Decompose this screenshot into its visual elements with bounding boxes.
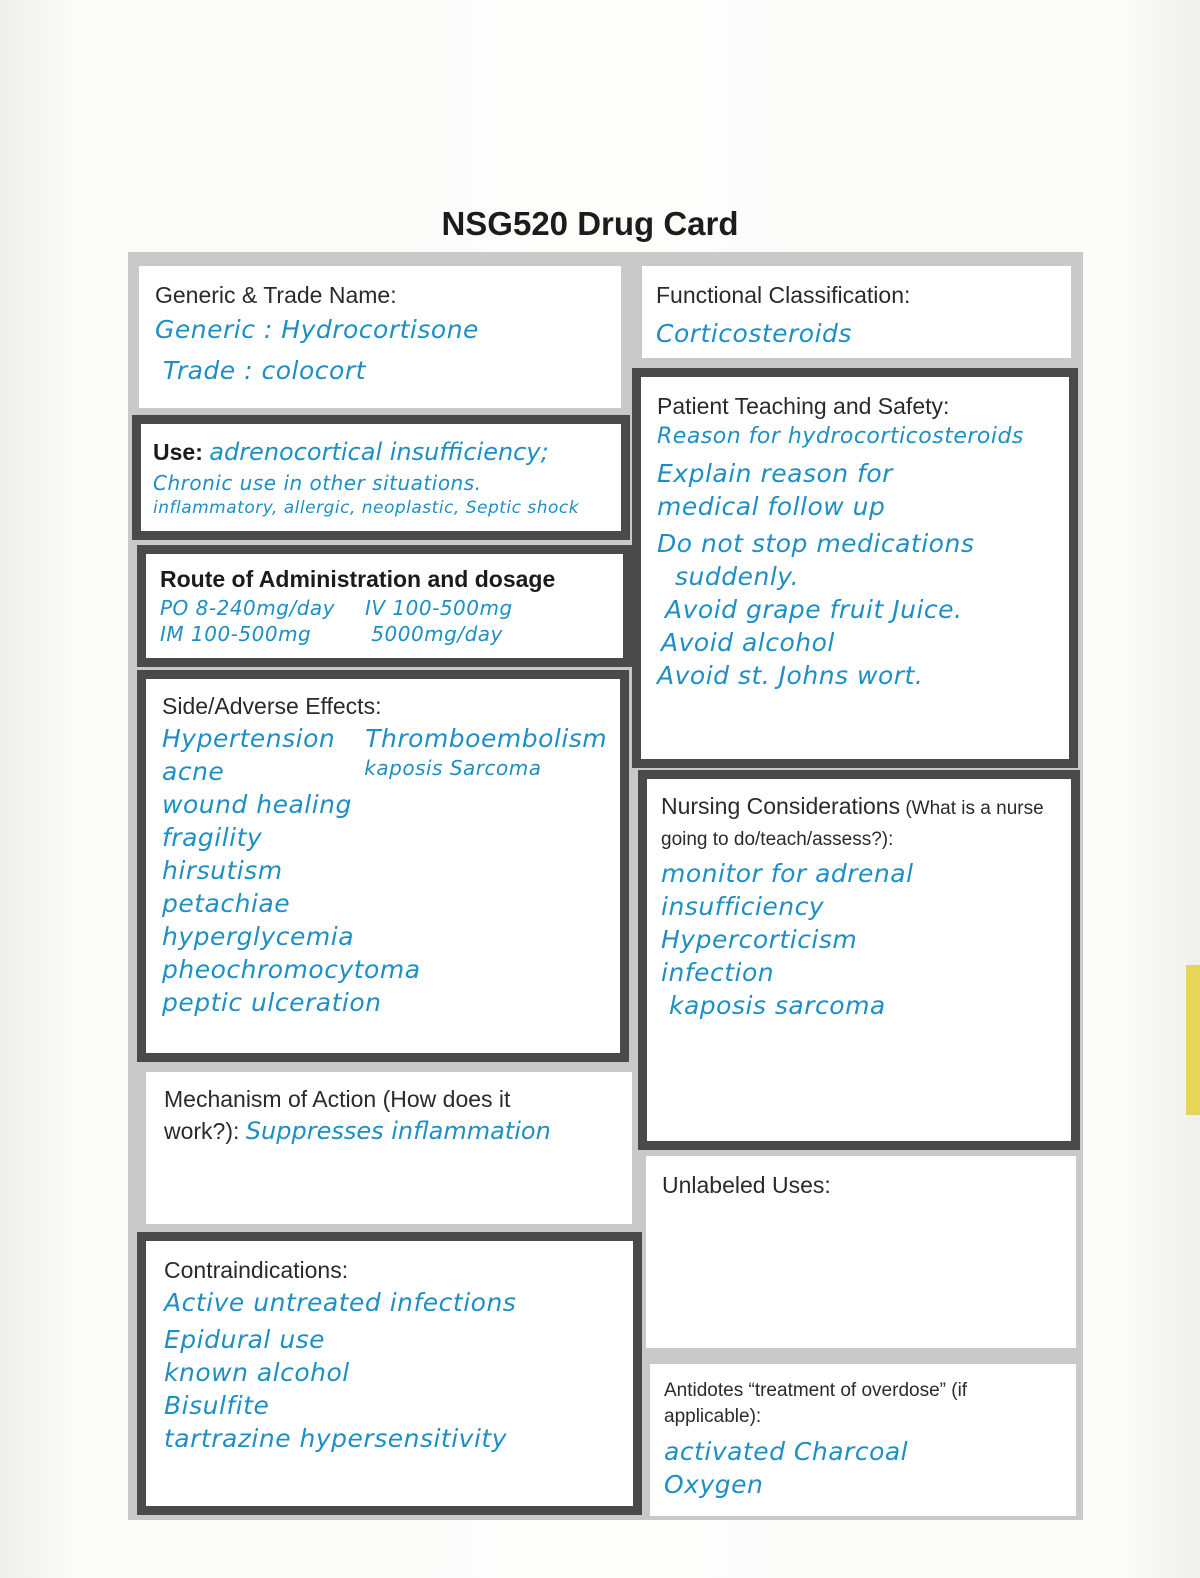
- use-box: [132, 415, 630, 540]
- mechanism-label: Mechanism of Action (How does it work?):: [164, 1086, 511, 1145]
- contraindication-5: tartrazine hypersensitivity: [164, 1424, 508, 1454]
- side-effect-kaposis: kaposis Sarcoma: [364, 756, 542, 781]
- contraindications-box: [137, 1232, 642, 1515]
- teaching-line-8: Avoid st. Johns wort.: [657, 661, 924, 691]
- side-effect-8: pheochromocytoma: [162, 955, 421, 985]
- nursing-label-rest: (What is a nurse going to do/teach/assess?):: [661, 798, 1044, 851]
- patient-teaching-label: Patient Teaching and Safety:: [657, 393, 950, 419]
- use-label: Use:: [153, 439, 203, 465]
- nursing-line-5: kaposis sarcoma: [669, 991, 886, 1021]
- unlabeled-uses-label: Unlabeled Uses:: [662, 1172, 831, 1198]
- mechanism-value: Suppresses inflammation: [245, 1117, 551, 1146]
- generic-name-value: Generic : Hydrocortisone: [155, 315, 479, 345]
- side-effect-7: hyperglycemia: [162, 922, 355, 952]
- side-effect-6: petachiae: [162, 889, 291, 919]
- mechanism-box: [142, 1068, 636, 1228]
- mechanism-line: [164, 1084, 584, 1147]
- use-inline-value: adrenocortical insufficiency;: [209, 438, 549, 466]
- generic-trade-label: Generic & Trade Name:: [155, 282, 397, 308]
- side-effect-4: fragility: [162, 823, 263, 853]
- side-effect-5: hirsutism: [162, 856, 283, 886]
- teaching-line-3: medical follow up: [657, 492, 886, 522]
- nursing-label-main: Nursing Considerations: [661, 793, 901, 819]
- route-iv: IV 100-500mg: [364, 596, 513, 621]
- use-line-2: Chronic use in other situations.: [153, 471, 482, 496]
- nursing-line-3: Hypercorticism: [661, 925, 858, 955]
- antidote-2: Oxygen: [664, 1470, 764, 1500]
- contraindication-2: Epidural use: [164, 1325, 326, 1355]
- antidotes-label-a: Antidotes “treatment of overdose”: [664, 1380, 946, 1401]
- teaching-line-7: Avoid alcohol: [661, 628, 835, 658]
- route-label: [160, 564, 609, 595]
- side-effects-label: Side/Adverse Effects:: [162, 693, 382, 719]
- route-label-text: Route of Administration and dosage: [160, 566, 556, 592]
- nursing-considerations-box: [638, 770, 1080, 1150]
- functional-classification-box: [638, 262, 1075, 362]
- route-po: PO 8-240mg/day: [160, 596, 335, 621]
- teaching-line-2: Explain reason for: [657, 459, 893, 489]
- side-effect-9: peptic ulceration: [162, 988, 382, 1018]
- antidotes-label-b: (if applicable):: [664, 1380, 968, 1427]
- use-line-3: inflammatory, allergic, neoplastic, Septic shock: [153, 497, 580, 518]
- teaching-line-4: Do not stop medications: [657, 529, 975, 559]
- functional-classification-label: Functional Classification:: [656, 282, 911, 308]
- side-effect-3: wound healing: [162, 790, 352, 820]
- antidotes-box: [646, 1360, 1080, 1520]
- generic-trade-box: [135, 262, 625, 412]
- contraindication-4: Bisulfite: [164, 1391, 270, 1421]
- nursing-label: [661, 791, 1057, 853]
- teaching-line-1: Reason for hydrocorticosteroids: [657, 424, 1024, 450]
- contraindication-3: known alcohol: [164, 1358, 350, 1388]
- use-line: [153, 436, 609, 468]
- contraindication-1: Active untreated infections: [164, 1288, 517, 1318]
- contraindications-label: Contraindications:: [164, 1257, 349, 1283]
- nursing-line-1: monitor for adrenal: [661, 859, 914, 889]
- nursing-line-2: insufficiency: [661, 892, 825, 922]
- side-effect-acne: acne: [162, 757, 225, 787]
- side-effects-row-1: [162, 722, 608, 755]
- route-line-2: [160, 621, 609, 647]
- trade-name-value: Trade : colocort: [163, 356, 366, 386]
- antidote-1: activated Charcoal: [664, 1437, 909, 1467]
- nursing-line-4: infection: [661, 958, 775, 988]
- card-title: NSG520 Drug Card: [441, 205, 739, 242]
- route-dosage-box: [137, 545, 632, 667]
- route-im: IM 100-500mg: [160, 622, 312, 647]
- route-max: 5000mg/day: [371, 622, 503, 647]
- functional-classification-value: Corticosteroids: [656, 319, 852, 349]
- side-effect-hypertension: Hypertension: [162, 724, 336, 754]
- side-effects-box: [137, 670, 629, 1062]
- route-line-1: [160, 595, 609, 621]
- page-edge-tab: [1186, 965, 1200, 1115]
- teaching-line-5: suddenly.: [675, 562, 800, 592]
- side-effect-thromboembolism: Thromboembolism: [365, 724, 608, 754]
- antidotes-label: [664, 1378, 1024, 1429]
- teaching-line-6: Avoid grape fruit Juice.: [665, 595, 963, 625]
- unlabeled-uses-box: [642, 1152, 1080, 1352]
- patient-teaching-box: [632, 368, 1078, 768]
- side-effects-row-2: [162, 755, 604, 788]
